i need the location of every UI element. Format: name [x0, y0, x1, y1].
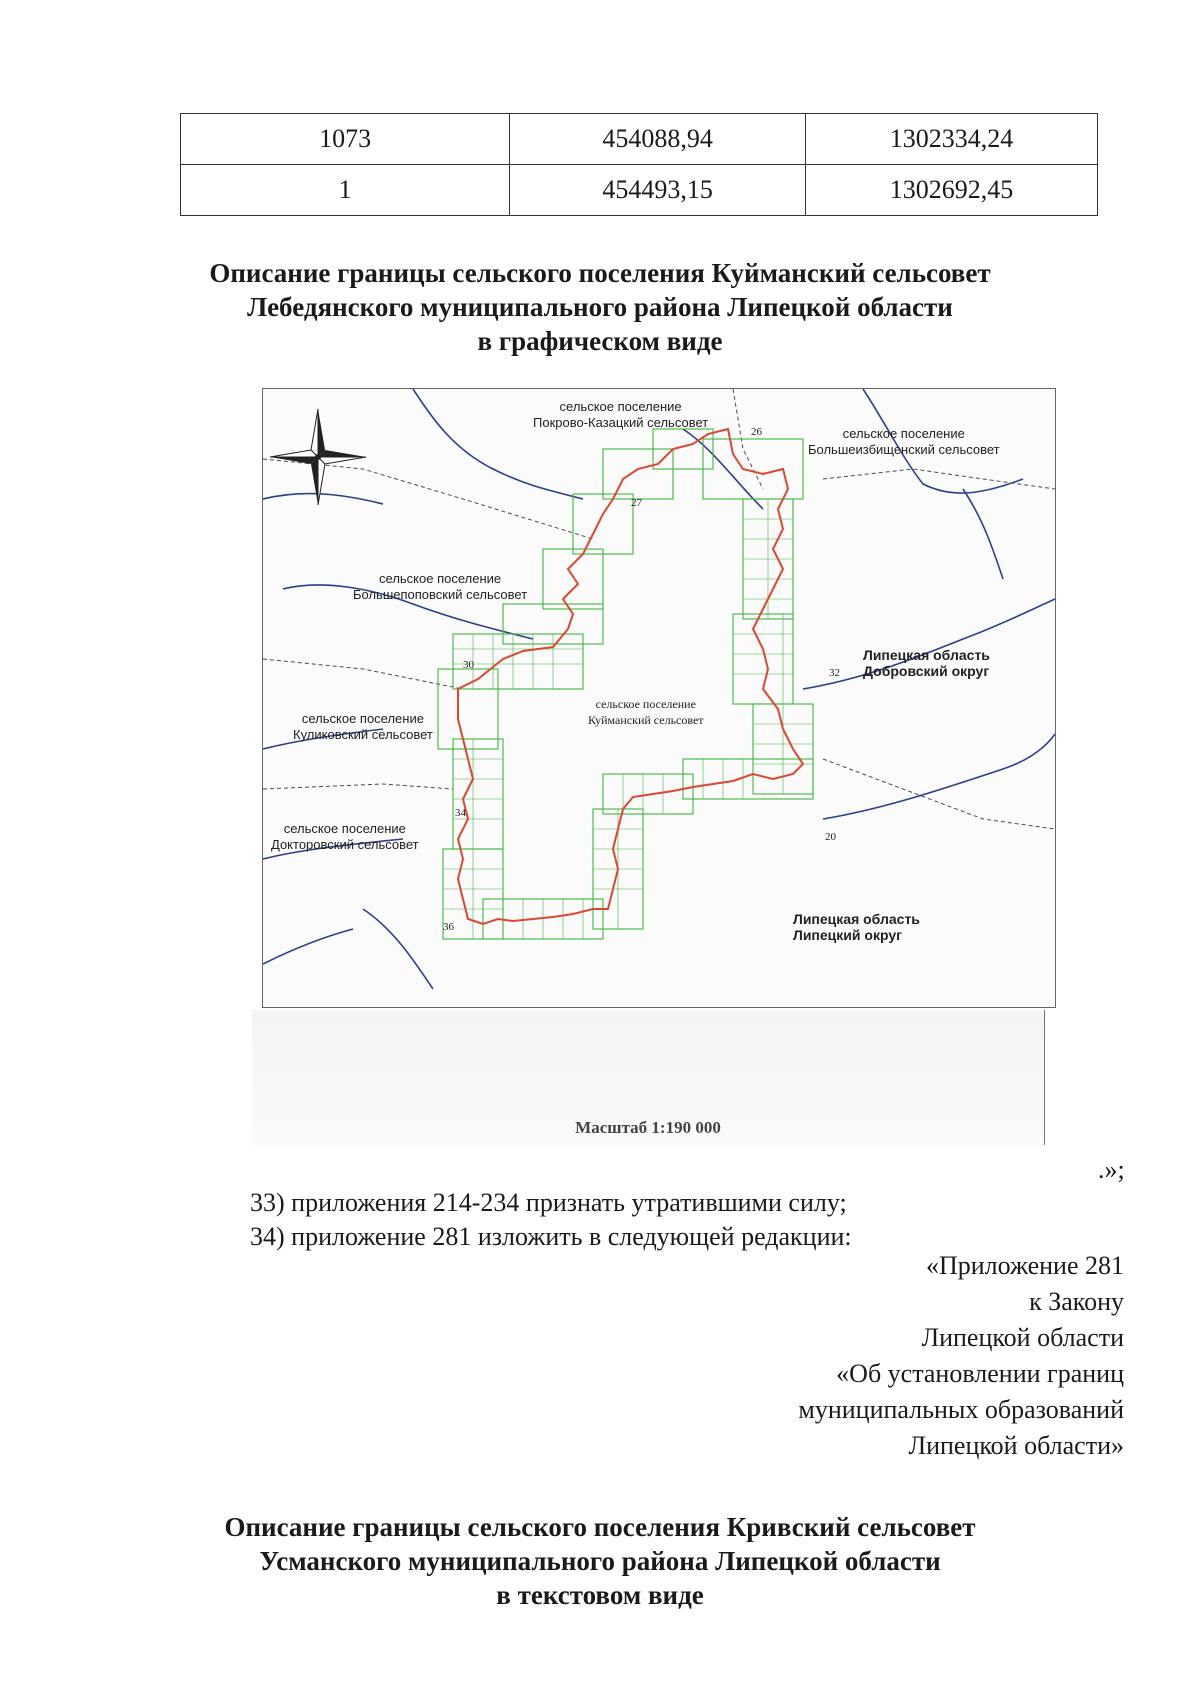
heading-line: Описание границы сельского поселения Куйманский сельсовет — [209, 258, 991, 288]
river-line — [263, 494, 383, 504]
dashed-boundary — [263, 784, 453, 789]
dashed-boundary — [263, 659, 463, 689]
point-label: 36 — [443, 921, 454, 933]
heading-line: в текстовом виде — [496, 1580, 704, 1610]
table-row — [181, 114, 1098, 165]
coordinates-table — [180, 113, 1098, 216]
y-coordinate-cell: 1302692,45 — [806, 165, 1098, 216]
map-label-west-upper: сельское поселение Большепоповский сельсовет — [353, 571, 528, 602]
point-label: 26 — [751, 426, 762, 438]
grid-cell — [543, 549, 603, 609]
grid-cell — [438, 669, 498, 749]
y-coordinate-cell: 1302334,24 — [806, 114, 1098, 165]
map-label-west-lower: сельское поселение Докторовский сельсовет — [271, 821, 419, 852]
heading-line: Лебедянского муниципального района Липецкой области — [247, 292, 953, 322]
grid-cell — [573, 494, 633, 554]
heading-line: Описание границы сельского поселения Кривский сельсовет — [224, 1512, 976, 1542]
table-row — [181, 165, 1098, 216]
grid-cell — [683, 759, 813, 799]
map-label-west-mid: сельское поселение Куликовский сельсовет — [293, 711, 433, 742]
appendix-header: «Приложение 281 к Закону Липецкой области «Об установлении границ муниципальных образований Липецкой области» — [798, 1251, 1124, 1460]
map-label-east: Липецкая область Добровский округ — [863, 647, 990, 679]
point-label: 32 — [829, 667, 840, 679]
x-coordinate-cell: 454493,15 — [510, 165, 806, 216]
paragraph-33: 33) приложения 214-234 признать утратившими силу; — [250, 1188, 847, 1217]
heading-line: Усманского муниципального района Липецкой области — [259, 1546, 941, 1576]
closing-quote-mark: .»; — [1098, 1155, 1125, 1184]
point-label: 20 — [825, 831, 836, 843]
map-label-southeast: Липецкая область Липецкий округ — [793, 911, 920, 943]
compass-rose-icon — [270, 409, 366, 505]
dashed-boundary — [823, 469, 1055, 489]
grid-lines — [443, 739, 503, 939]
point-number-cell: 1 — [181, 165, 510, 216]
heading-text-description — [0, 1510, 1200, 1612]
river-line — [823, 734, 1055, 819]
map-scale-panel — [252, 1010, 1045, 1145]
map-label-north: сельское поселение Покрово-Казацкий сельсовет — [533, 399, 709, 430]
heading-line: в графическом виде — [477, 326, 723, 356]
sheet-grid — [438, 429, 813, 939]
x-coordinate-cell: 454088,94 — [510, 114, 806, 165]
river-line — [363, 909, 433, 989]
rivers — [263, 389, 1055, 989]
river-line — [963, 489, 1003, 579]
dashed-boundary — [823, 759, 1055, 829]
grid-cell — [603, 449, 673, 499]
point-number-cell: 1073 — [181, 114, 510, 165]
map-scale: Масштаб 1:190 000 — [575, 1118, 721, 1137]
point-label: 34 — [455, 807, 466, 819]
boundary-map — [262, 388, 1056, 1008]
map-label-northeast: сельское поселение Большеизбищенский сельсовет — [808, 426, 1000, 457]
map-label-center: сельское поселение Куйманский сельсовет — [588, 697, 704, 727]
paragraph-34: 34) приложение 281 изложить в следующей редакции: — [250, 1222, 852, 1251]
river-line — [263, 929, 353, 964]
heading-graphic-description — [0, 256, 1200, 358]
point-label: 30 — [463, 659, 474, 671]
point-label: 27 — [631, 497, 642, 509]
